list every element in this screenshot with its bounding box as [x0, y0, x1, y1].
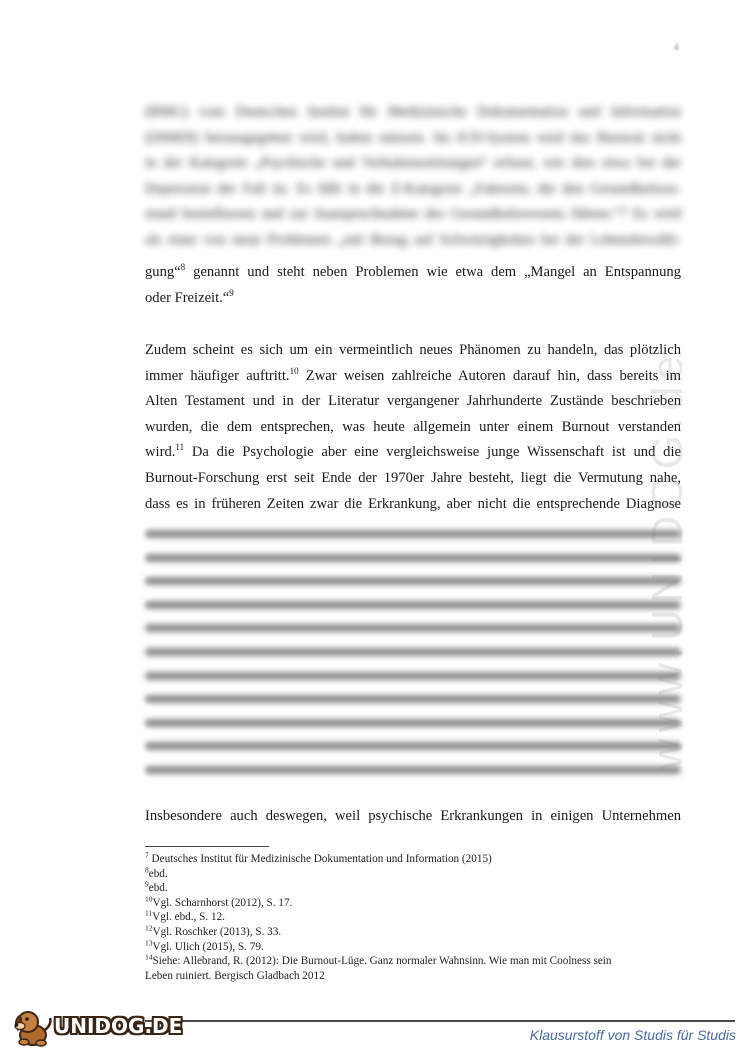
blurred-line	[145, 554, 681, 562]
text-line: immer häufiger auftritt.$^{10}$ Zwar weisen zahlreiche Autoren darauf hin, dass bereits im	[145, 365, 682, 384]
footnote: $^{10}$Vgl. Scharnhorst (2012), S. 17.	[145, 894, 293, 909]
page-number: 4	[674, 42, 679, 52]
text-line: wird.$^{11}$ Da die Psychologie aber eine vergleichsweise junge Wissenschaft ist und die	[145, 442, 681, 461]
text-line: (DIMDI) herausgegeben wird, halten müssen. Im ICD-System wird das Burnout nicht	[145, 129, 681, 146]
footnote: $^{11}$Vgl. ebd., S. 12.	[145, 908, 225, 924]
blurred-line	[145, 624, 681, 632]
footnotes	[145, 852, 685, 983]
unidog-logo[interactable]	[10, 1008, 183, 1048]
paragraph-2-visible	[145, 338, 681, 517]
text-line: Alten Testament und in der Literatur vergangener Jahrhunderte Zustände beschrieben	[145, 393, 681, 410]
text-line: stand beeinflussen und zur Inanspruchnahme des Gesundheitswesens führen.“7 Es wird	[145, 206, 681, 223]
blurred-line	[145, 601, 681, 609]
paragraph-2-tail	[145, 804, 681, 830]
footnote-ref[interactable]: 10	[289, 365, 299, 376]
blurred-line	[145, 672, 681, 680]
paragraph-2-blurred	[145, 530, 681, 790]
blurred-line	[145, 766, 681, 774]
text-line: (BMG) vom Deutschen Institut für Medizinische Dokumentation und Information	[145, 104, 681, 120]
logo-wordmark: UNIDOG.DE	[54, 1014, 183, 1038]
text-line: in der Kategorie „Psychische und Verhaltensstörungen“ erfasst, wie dies etwa bei der	[145, 155, 681, 172]
watermark-text: www.UNIDOG.de	[643, 349, 692, 771]
text-line: Burnout-Forschung erst seit Ende der 1970er Jahre besteht, liegt die Vermutung nahe,	[145, 469, 681, 486]
text-line: als einer von neun Problemen „mit Bezug auf Schwierigkeiten bei der Lebensbewälti-	[145, 231, 681, 248]
footnote: $^{14}$Siehe: Allebrand, R. (2012): Die Burnout-Lüge. Ganz normaler Wahnsinn. Wie man mit Coolness sein Leben ruiniert. Bergisch Gladbach 2012	[145, 952, 612, 982]
footnote-separator	[145, 846, 269, 847]
text-line: Depression der Fall ist. Es fällt in die Z-Kategorie „Faktoren, die den Gesundheitszu-	[145, 180, 681, 197]
footer-rule	[145, 1020, 735, 1022]
footnote-ref[interactable]: 9	[229, 287, 234, 298]
text-line: dass es in früheren Zeiten zwar die Erkrankung, aber nicht die entsprechende Diagnose	[145, 495, 681, 512]
footnote: $^{13}$Vgl. Ulich (2015), S. 79.	[145, 937, 264, 953]
paragraph-1-visible	[145, 260, 681, 311]
footnote: $^7$ Deutsches Institut für Medizinische Dokumentation und Information (2015)	[145, 850, 492, 865]
text-line: Insbesondere auch deswegen, weil psychische Erkrankungen in einigen Unternehmen	[145, 808, 681, 824]
dog-icon	[10, 1008, 54, 1048]
footnote: $^{12}$Vgl. Roschker (2013), S. 33.	[145, 923, 282, 938]
text-line: wurden, die dem entsprechen, was heute allgemein unter einem Burnout verstanden	[145, 418, 681, 435]
text-line: oder Freizeit.“$^9$	[145, 287, 234, 306]
blurred-line	[145, 695, 681, 703]
paragraph-1-blurred	[145, 100, 681, 254]
blurred-line	[145, 530, 681, 538]
footer-tagline: Klausurstoff von Studis für Studis	[529, 1027, 736, 1043]
blurred-line	[145, 719, 681, 727]
footnote: $^8$ebd.	[145, 864, 168, 880]
blurred-line	[145, 577, 681, 585]
blurred-line	[145, 742, 681, 750]
footnote-ref[interactable]: 8	[180, 262, 186, 273]
text-line: Zudem scheint es sich um ein vermeintlich neues Phänomen zu handeln, das plötzlich	[145, 342, 681, 358]
footnote: $^9$ebd.	[145, 879, 168, 895]
footnote-ref[interactable]: 11	[175, 442, 185, 453]
blurred-line	[145, 648, 681, 656]
text-line: gung“$^8$ genannt und steht neben Problemen wie etwa dem „Mangel an Entspannung	[145, 262, 681, 280]
